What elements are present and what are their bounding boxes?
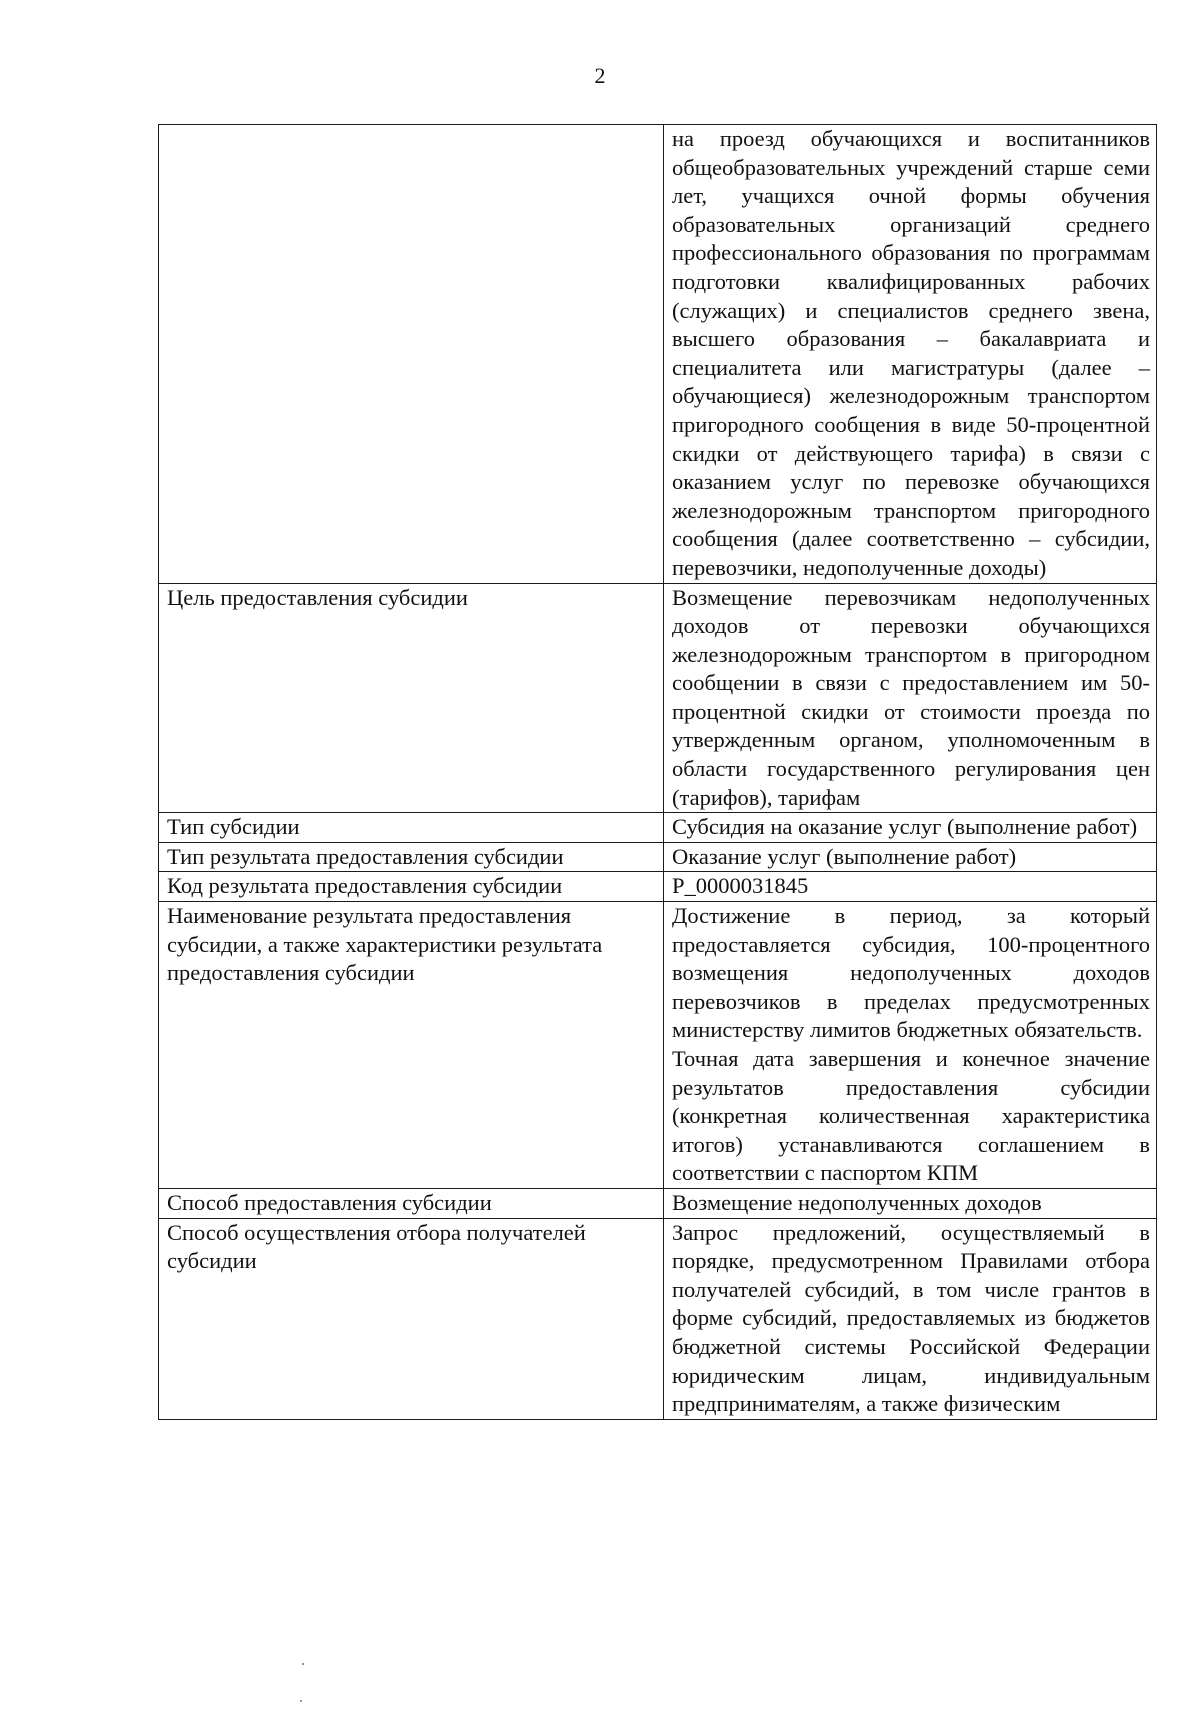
row-label: Тип результата предоставления субсидии (167, 843, 564, 869)
row-value-cell (664, 1218, 1157, 1419)
row-value-cell (664, 1188, 1157, 1218)
row-label-cell (159, 1218, 664, 1419)
row-value-paragraph: Точная дата завершения и конечное значение результатов предоставления субсидии (конкретная количественная характеристика итогов) устанавливаются соглашением в соответствии с паспортом КПМ (672, 1046, 1150, 1186)
row-label-cell (159, 842, 664, 872)
row-label: Способ осуществления отбора получателей субсидии (167, 1219, 586, 1274)
scan-speck (302, 1663, 304, 1665)
scan-speck (300, 1700, 302, 1702)
row-label-cell (159, 813, 664, 843)
row-label-cell (159, 872, 664, 902)
table-row (159, 872, 1157, 902)
row-value-paragraph: Оказание услуг (выполнение работ) (672, 843, 1017, 869)
row-label: Код результата предоставления субсидии (167, 873, 563, 899)
row-label-cell (159, 1188, 664, 1218)
row-value-paragraph: P_0000031845 (672, 873, 809, 899)
row-label: Способ предоставления субсидии (167, 1189, 492, 1215)
table-row (159, 583, 1157, 813)
row-value-paragraph: Возмещение перевозчикам недополученных доходов от перевозки обучающихся железнодорожным транспортом в пригородном сообщении в связи с предоставлением им 50-процентной скидки от стоимости проезда по утвержденным органом, уполномоченным в области государственного регулирования цен (тарифов), тарифам (672, 584, 1150, 810)
row-value-cell (664, 902, 1157, 1189)
table-row (159, 813, 1157, 843)
row-label: Тип субсидии (167, 814, 300, 840)
table-row (159, 902, 1157, 1189)
subsidy-parameters-table (158, 124, 1157, 1420)
row-value-paragraph: Субсидия на оказание услуг (выполнение работ) (672, 814, 1138, 840)
table-row (159, 842, 1157, 872)
row-label: Цель предоставления субсидии (167, 584, 468, 610)
row-value-paragraph: Достижение в период, за который предоставляется субсидия, 100-процентного возмещения недополученных доходов перевозчиков в пределах предусмотренных министерству лимитов бюджетных обязательств. (672, 903, 1150, 1043)
row-label: Наименование результата предоставления субсидии, а также характеристики результата предоставления субсидии (167, 903, 603, 986)
row-value-cell (664, 125, 1157, 584)
table-row (159, 1218, 1157, 1419)
row-label-cell (159, 125, 664, 584)
row-value-paragraph: на проезд обучающихся и воспитанников общеобразовательных учреждений старше семи лет, учащихся очной формы обучения образовательных организаций среднего профессионального образования по программам подготовки квалифицированных рабочих (служащих) и специалистов среднего звена, высшего образования – бакалавриата и специалитета или магистратуры (далее – обучающиеся) железнодорожным транспортом пригородного сообщения в виде 50-процентной скидки от действующего тарифа) в связи с оказанием услуг по перевозке обучающихся железнодорожным транспортом пригородного сообщения (далее соответственно – субсидии, перевозчики, недополученные доходы) (672, 126, 1150, 580)
table-row (159, 1188, 1157, 1218)
row-value-cell (664, 813, 1157, 843)
page-number: 2 (594, 63, 606, 88)
row-value-paragraph: Запрос предложений, осуществляемый в порядке, предусмотренном Правилами отбора получателей субсидий, в том числе грантов в форме субсидий, предоставляемых из бюджетов бюджетной системы Российской Федерации юридическим лицам, индивидуальным предпринимателям, а также физическим (672, 1219, 1150, 1417)
row-label-cell (159, 583, 664, 813)
row-value-paragraph: Возмещение недополученных доходов (672, 1189, 1042, 1215)
row-value-cell (664, 872, 1157, 902)
row-value-cell (664, 583, 1157, 813)
table-row (159, 125, 1157, 584)
row-label-cell (159, 902, 664, 1189)
row-value-cell (664, 842, 1157, 872)
